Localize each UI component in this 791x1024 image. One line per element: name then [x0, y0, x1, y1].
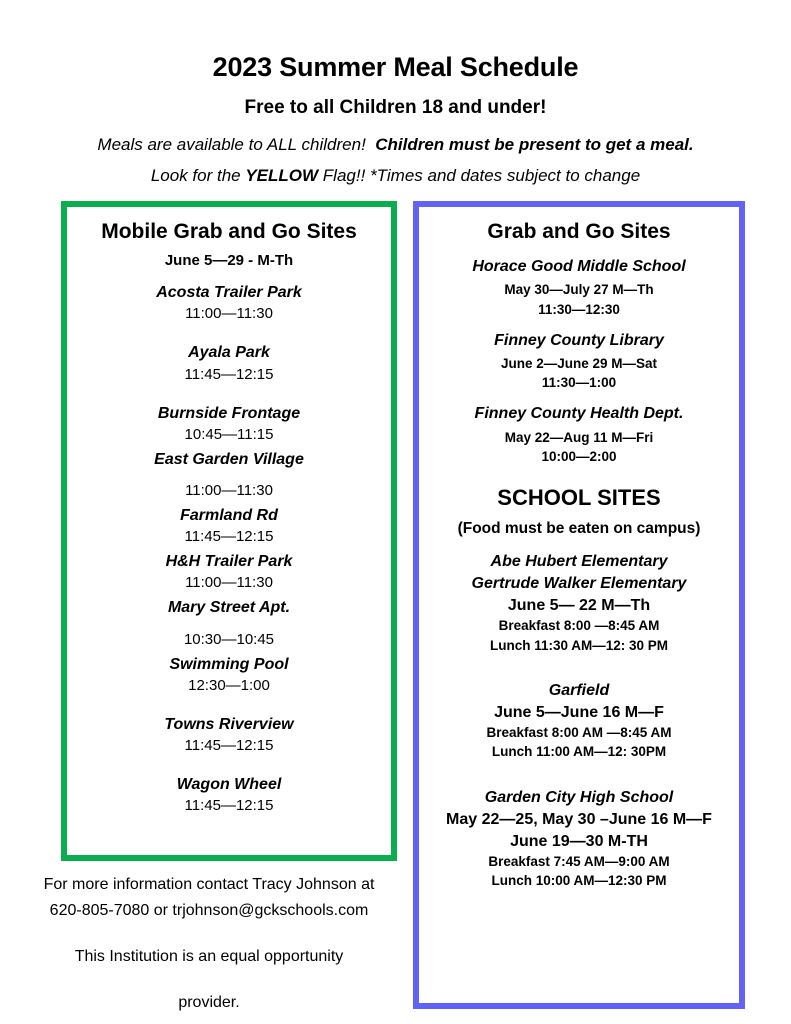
site-name: Acosta Trailer Park — [156, 284, 302, 302]
site-time: 11:45—12:15 — [184, 365, 274, 383]
site-time: 11:00—11:30 — [185, 574, 273, 592]
site-name: Burnside Frontage — [157, 404, 301, 422]
note-line-1 — [0, 135, 791, 155]
site-name: East Garden Village — [154, 450, 304, 468]
list-item — [429, 788, 729, 890]
site-name: H&H Trailer Park — [165, 553, 293, 571]
site-time: 10:45—11:15 — [184, 425, 274, 443]
site-name: Towns Riverview — [164, 715, 294, 733]
footer-line-1: For more information contact Tracy Johnson at — [43, 876, 375, 893]
site-name: Gertrude Walker Elementary — [471, 575, 687, 593]
site-time: 11:30—1:00 — [541, 375, 617, 391]
site-time: 11:45—12:15 — [184, 797, 274, 815]
grab-and-go-panel — [413, 201, 745, 1009]
site-name: Mary Street Apt. — [167, 599, 291, 617]
site-name: Wagon Wheel — [176, 775, 282, 793]
site-dates: May 30—July 27 M—Th — [504, 282, 654, 298]
list-item — [429, 681, 729, 761]
list-item — [77, 552, 381, 592]
breakfast-time: Breakfast 7:45 AM—9:00 AM — [488, 854, 670, 870]
list-item — [77, 715, 381, 755]
school-sites-title: SCHOOL SITES — [497, 484, 661, 510]
note-line-2 — [0, 166, 791, 186]
list-item — [77, 404, 381, 444]
site-time: 10:00—2:00 — [541, 448, 617, 464]
note-2-suffix: Flag!! *Times and dates subject to change — [318, 166, 641, 186]
site-name: Swimming Pool — [169, 655, 289, 673]
note-2-prefix: Look for the — [150, 166, 246, 186]
site-time: 12:30—1:00 — [188, 676, 270, 694]
site-dates: May 22—Aug 11 M—Fri — [504, 429, 654, 445]
site-name: Abe Hubert Elementary — [490, 552, 668, 570]
list-item — [77, 775, 381, 815]
site-dates: June 19—30 M-TH — [510, 832, 648, 850]
site-dates: June 2—June 29 M—Sat — [500, 355, 658, 371]
site-name: Horace Good Middle School — [472, 258, 686, 276]
site-time: 10:30—10:45 — [183, 630, 275, 648]
footer-line-2: 620-805-7080 or trjohnson@gckschools.com — [49, 901, 369, 919]
list-item — [429, 257, 729, 318]
note-2-yellow: YELLOW — [245, 166, 319, 186]
mobile-panel-date-range: June 5—29 - M-Th — [164, 252, 294, 270]
page-title: 2023 Summer Meal Schedule — [212, 52, 579, 82]
site-name: Finney County Health Dept. — [474, 405, 684, 423]
lunch-time: Lunch 11:30 AM—12: 30 PM — [489, 637, 669, 653]
breakfast-time: Breakfast 8:00 —8:45 AM — [498, 618, 660, 634]
list-item — [77, 343, 381, 383]
site-dates: June 5—June 16 M—F — [494, 703, 664, 721]
lunch-time: Lunch 11:00 AM—12: 30PM — [491, 744, 667, 760]
site-time: 11:00—11:30 — [185, 305, 273, 323]
site-name: Farmland Rd — [180, 506, 278, 524]
list-item — [77, 283, 381, 323]
mobile-grab-and-go-panel — [61, 201, 397, 861]
site-dates: June 5— 22 M—Th — [507, 597, 651, 615]
lunch-time: Lunch 10:00 AM—12:30 PM — [491, 873, 667, 889]
school-sites-note: (Food must be eaten on campus) — [457, 520, 701, 538]
list-item — [429, 404, 729, 465]
page-header — [0, 52, 791, 187]
mobile-panel-heading: Mobile Grab and Go Sites — [101, 220, 357, 243]
site-time: 11:45—12:15 — [184, 736, 274, 754]
list-item — [77, 506, 381, 546]
list-item — [429, 552, 729, 654]
site-name: Garfield — [548, 681, 610, 699]
site-time: 11:30—12:30 — [538, 301, 620, 317]
note-1-plain: Meals are available to ALL children! — [97, 134, 366, 154]
site-time: 11:00—11:30 — [185, 481, 273, 499]
site-name: Finney County Library — [494, 331, 664, 349]
list-item — [77, 598, 381, 648]
footer-contact — [24, 872, 394, 1016]
site-dates: May 22—25, May 30 –June 16 M—F — [446, 810, 712, 828]
site-name: Garden City High School — [484, 788, 674, 806]
list-item — [429, 331, 729, 392]
list-item — [77, 655, 381, 695]
site-time: 11:45—12:15 — [184, 528, 274, 546]
grab-and-go-heading: Grab and Go Sites — [487, 220, 671, 243]
page-subtitle: Free to all Children 18 and under! — [244, 97, 547, 119]
breakfast-time: Breakfast 8:00 AM —8:45 AM — [486, 725, 672, 741]
footer-line-3: This Institution is an equal opportunity — [74, 947, 344, 965]
list-item — [77, 450, 381, 500]
note-1-bold: Children must be present to get a meal. — [375, 134, 694, 154]
footer-line-4: provider. — [178, 993, 240, 1011]
site-name: Ayala Park — [188, 344, 270, 362]
